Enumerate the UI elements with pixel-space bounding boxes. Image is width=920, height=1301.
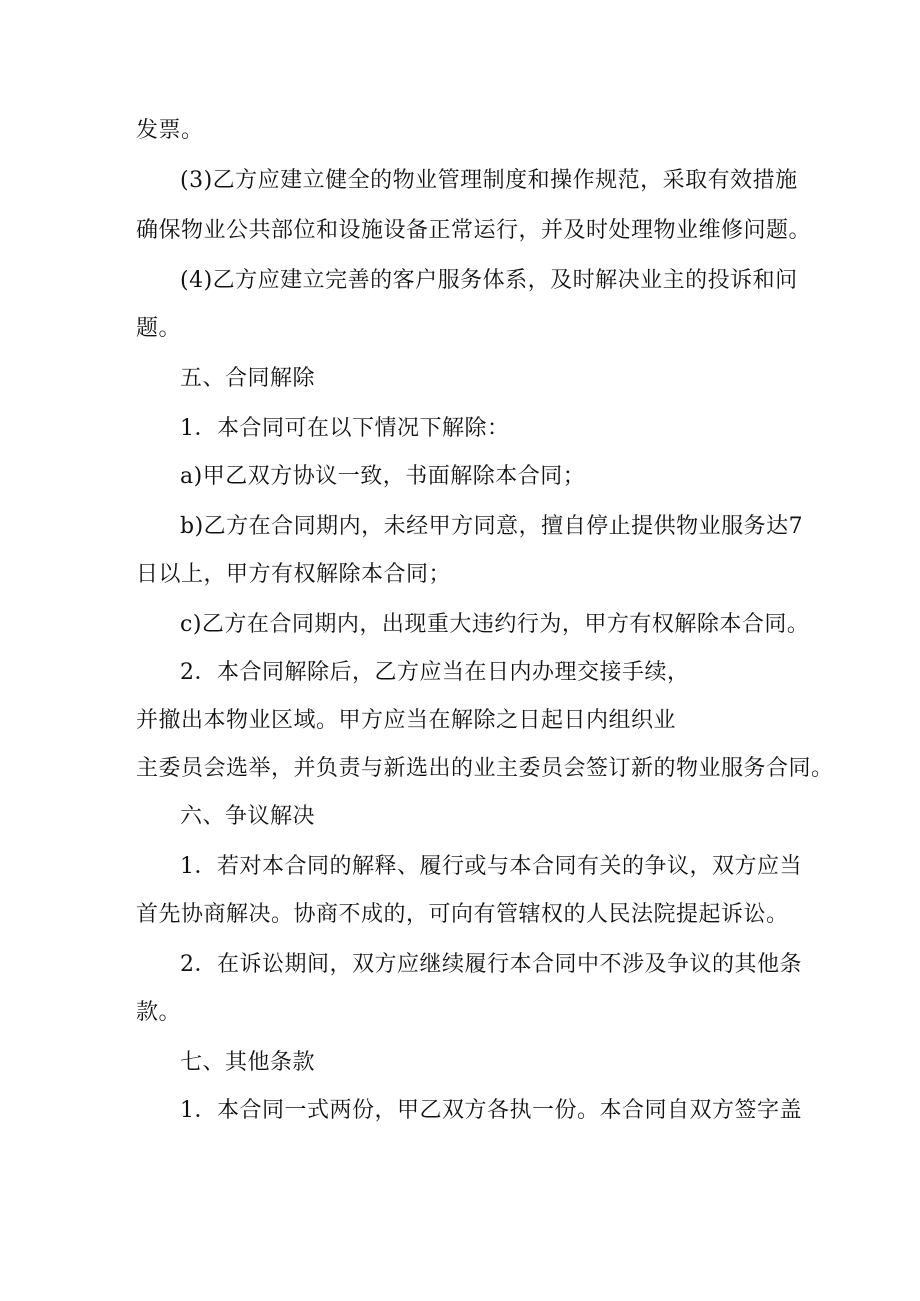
paragraph-line: 1．若对本合同的解释、履行或与本合同有关的争议，双方应当 <box>180 854 802 879</box>
paragraph-line: (3)乙方应建立健全的物业管理制度和操作规范，采取有效措施 <box>180 168 798 193</box>
paragraph-line: 主委员会选举，并负责与新选出的业主委员会签订新的物业服务合同。 <box>136 756 834 781</box>
paragraph-line: c)乙方在合同期内，出现重大违约行为，甲方有权解除本合同。 <box>180 612 810 637</box>
paragraph-line: 并撤出本物业区域。甲方应当在解除之日起日内组织业 <box>136 708 677 733</box>
paragraph-line: b)乙方在合同期内，未经甲方同意，擅自停止提供物业服务达7 <box>180 514 804 539</box>
paragraph-line: 2．在诉讼期间，双方应继续履行本合同中不涉及争议的其他条 <box>180 952 802 977</box>
paragraph-line: 2．本合同解除后，乙方应当在日内办理交接手续， <box>180 660 690 685</box>
paragraph-line: a)甲乙双方协议一致，书面解除本合同； <box>180 464 586 489</box>
paragraph-line: 日以上，甲方有权解除本合同； <box>136 562 452 587</box>
paragraph-line: 确保物业公共部位和设施设备正常运行，并及时处理物业维修问题。 <box>136 218 812 243</box>
paragraph-line: 首先协商解决。协商不成的，可向有管辖权的人民法院提起诉讼。 <box>136 902 789 927</box>
section-heading: 七、其他条款 <box>180 1050 316 1075</box>
section-heading: 六、争议解决 <box>180 804 316 829</box>
section-heading: 五、合同解除 <box>180 366 316 391</box>
paragraph-line: 发票。 <box>136 118 204 143</box>
paragraph-line: (4)乙方应建立完善的客户服务体系，及时解决业主的投诉和问 <box>180 268 798 293</box>
paragraph-line: 题。 <box>136 316 182 341</box>
paragraph-line: 1．本合同一式两份，甲乙双方各执一份。本合同自双方签字盖 <box>180 1098 802 1123</box>
paragraph-line: 1．本合同可在以下情况下解除： <box>180 416 510 441</box>
paragraph-line: 款。 <box>136 1000 182 1025</box>
